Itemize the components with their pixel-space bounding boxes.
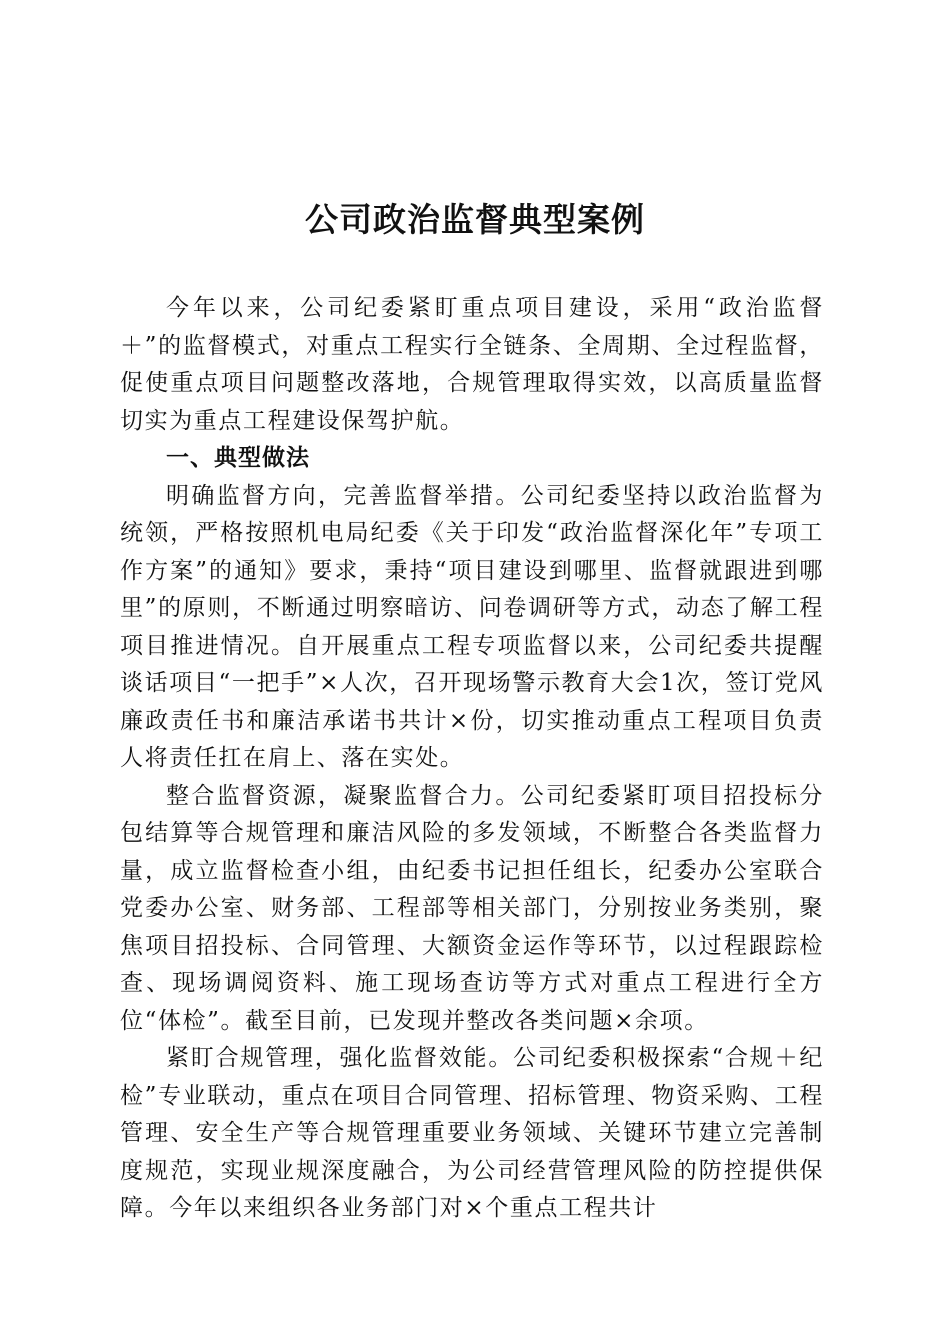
paragraph-supervision-direction: 明确监督方向，完善监督举措。公司纪委坚持以政治监督为统领，严格按照机电局纪委《关于印发“政治监督深化年”专项工作方案”的通知》要求，秉持“项目建设到哪里、监督就跟进到哪里”的原则，不断通过明察暗访、问卷调研等方式，动态了解工程项目推进情况。自开展重点工程专项监督以来，公司纪委共提醒谈话项目“一把手”×人次，召开现场警示教育大会1次，签订党风廉政责任书和廉洁承诺书共计×份，切实推动重点工程项目负责人将责任扛在肩上、落在实处。 <box>120 482 824 771</box>
paragraph-supervision-resources: 整合监督资源，凝聚监督合力。公司纪委紧盯项目招投标分包结算等合规管理和廉洁风险的多发领域，不断整合各类监督力量，成立监督检查小组，由纪委书记担任组长，纪委办公室联合党委办公室、财务部、工程部等相关部门，分别按业务类别，聚焦项目招投标、合同管理、大额资金运作等环节，以过程跟踪检查、现场调阅资料、施工现场查访等方式对重点工程进行全方位“体检”。截至目前，已发现并整改各类问题×余项。 <box>120 782 824 1034</box>
paragraph-compliance-management: 紧盯合规管理，强化监督效能。公司纪委积极探索“合规＋纪检”专业联动，重点在项目合同管理、招标管理、物资采购、工程管理、安全生产等合规管理重要业务领域、关键环节建立完善制度规范，实现业规深度融合，为公司经营管理风险的防控提供保障。今年以来组织各业务部门对×个重点工程共计 <box>120 1045 824 1221</box>
intro-paragraph: 今年以来，公司纪委紧盯重点项目建设，采用“政治监督＋”的监督模式，对重点工程实行全链条、全周期、全过程监督，促使重点项目问题整改落地，合规管理取得实效，以高质量监督切实为重点工程建设保驾护航。 <box>120 295 824 434</box>
section-heading-typical-practices: 一、典型做法 <box>166 445 310 471</box>
document-body <box>120 290 824 1228</box>
document-title: 公司政治监督典型案例 <box>305 200 645 239</box>
